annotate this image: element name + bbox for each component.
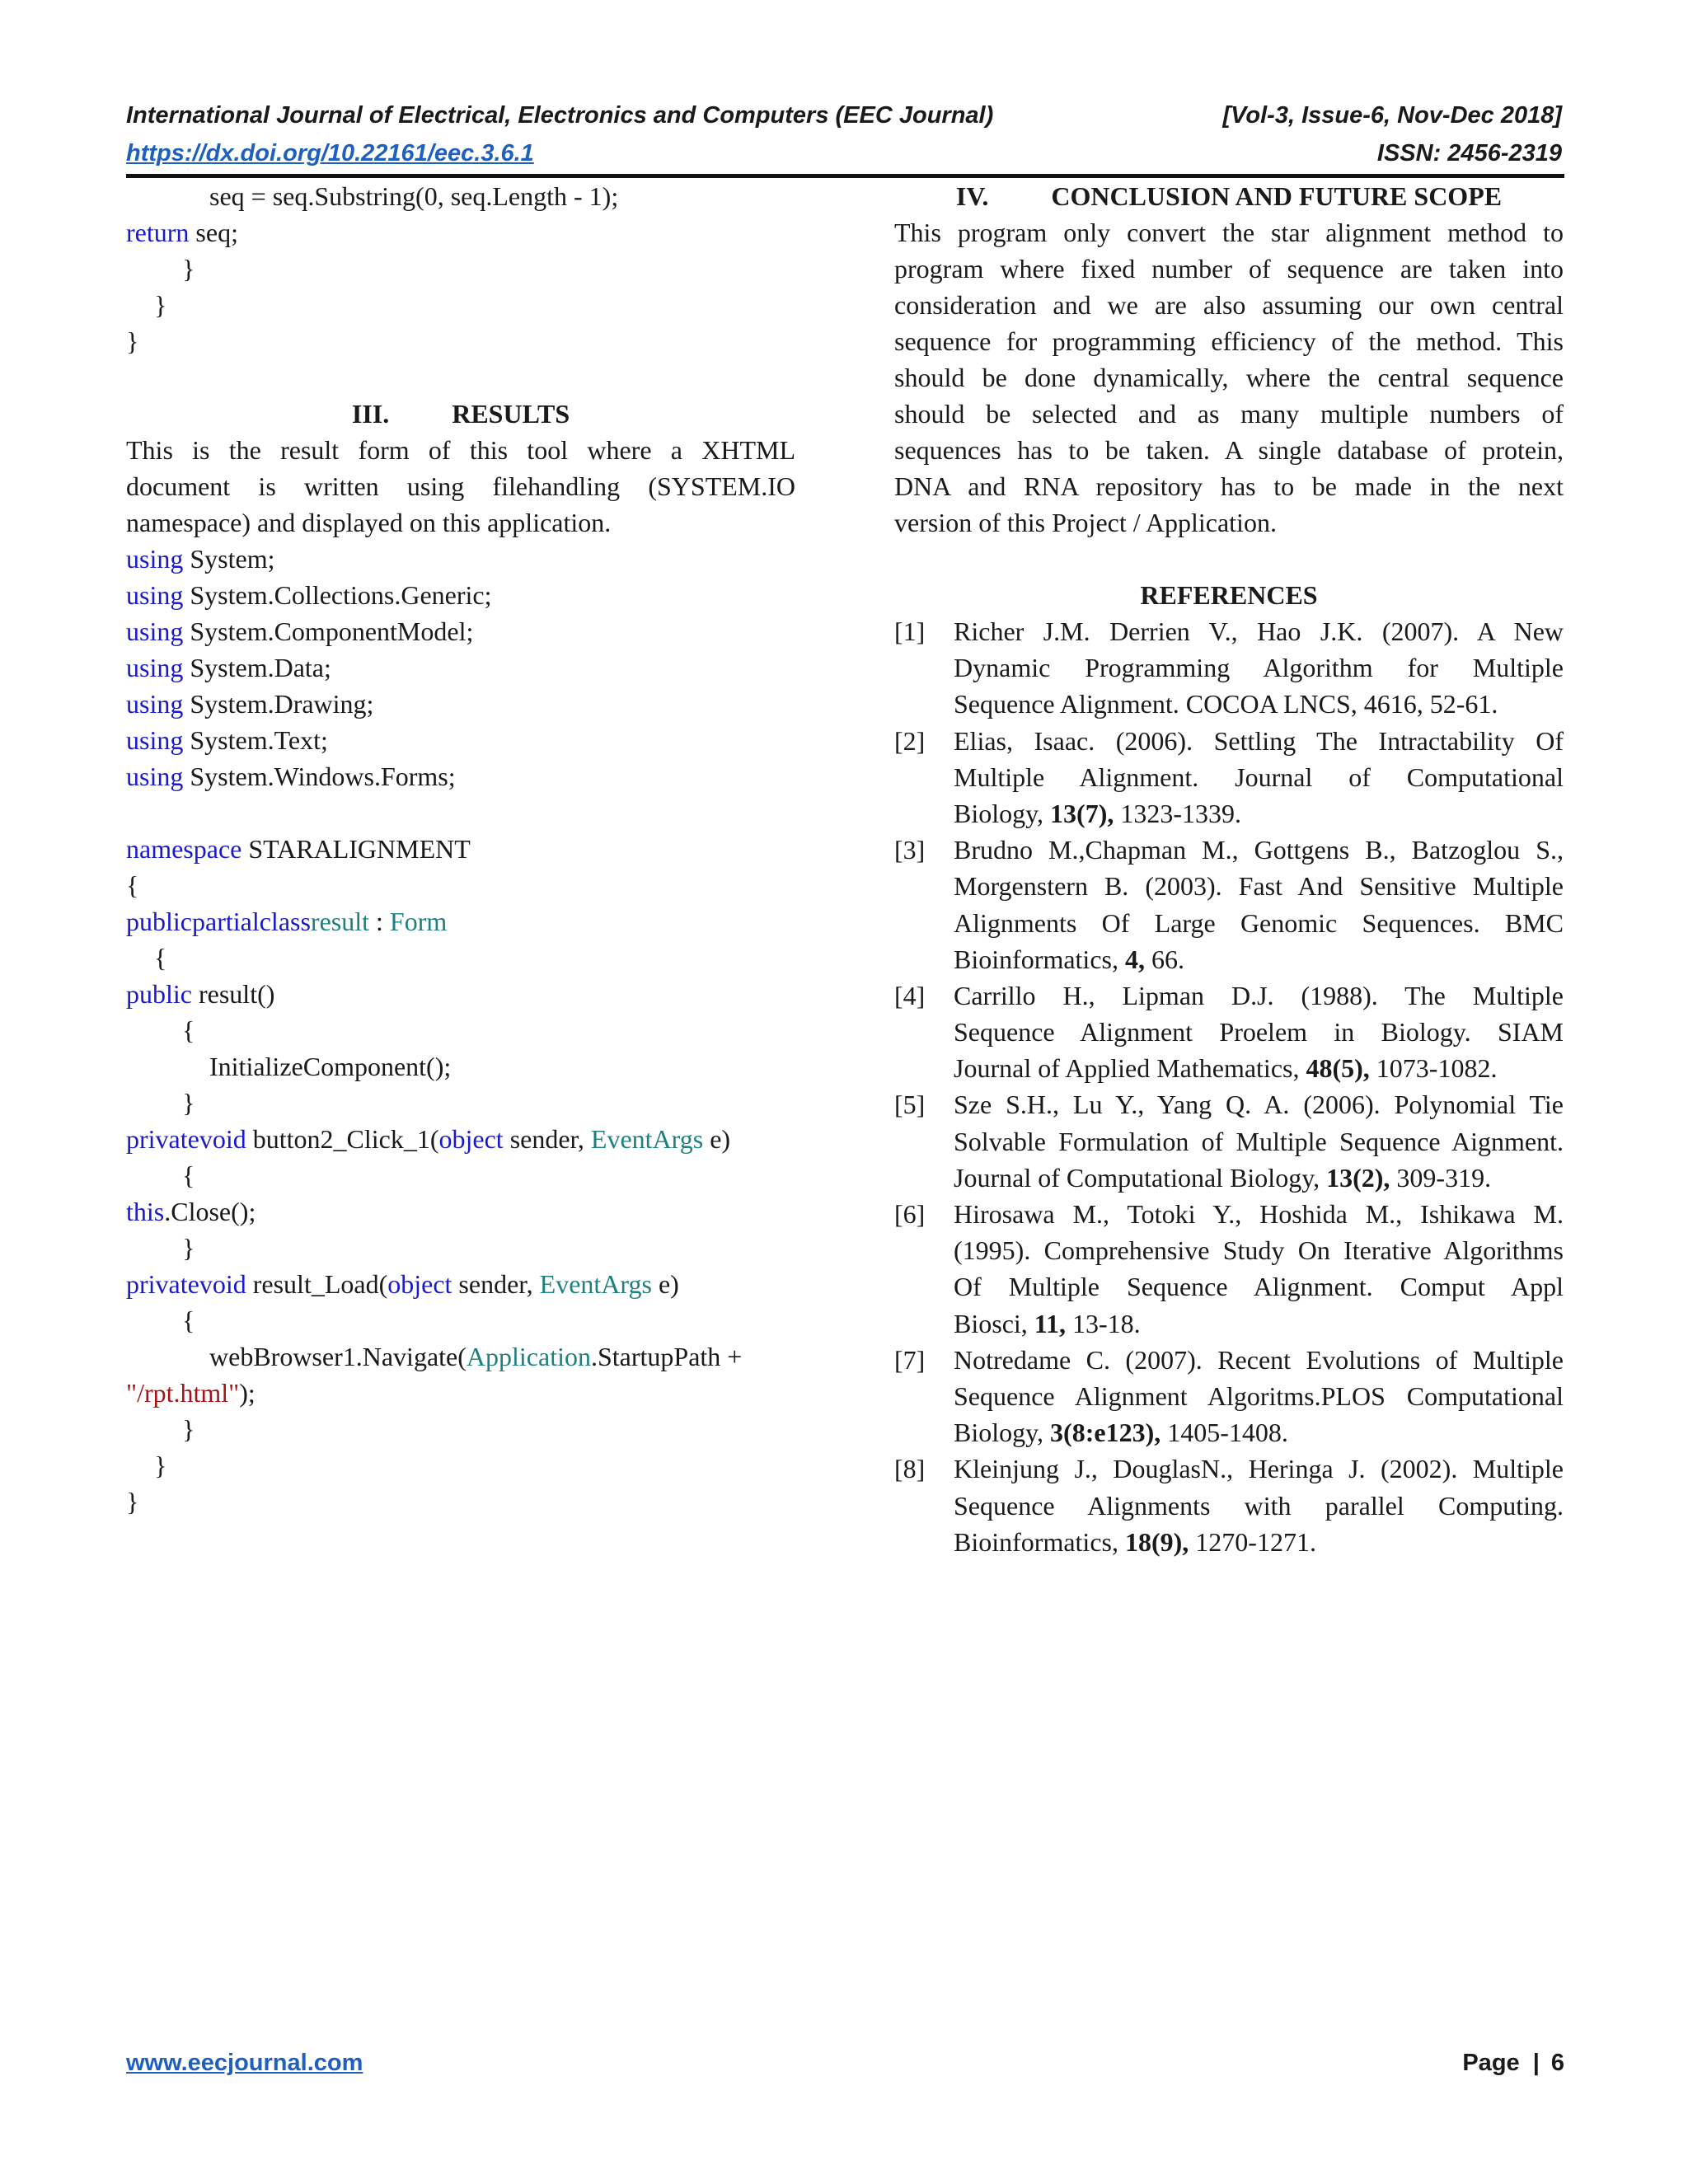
reference-number: [2] (894, 725, 926, 756)
references-heading: REFERENCES (1140, 580, 1318, 610)
keyword: object (438, 1124, 504, 1154)
using-line (126, 649, 795, 686)
code-line (126, 214, 795, 251)
reference-line: Dynamic Programming Algorithm for Multiple (954, 653, 1564, 683)
reference-line: Sequence Alignment Proelem in Biology. SIAM (954, 1017, 1564, 1047)
reference-line: Kleinjung J., DouglasN., Heringa J. (2002). Multiple (954, 1454, 1564, 1484)
code-line: } (154, 290, 167, 320)
reference-pages: 66. (1144, 944, 1184, 974)
reference-pages: 309-319. (1390, 1162, 1492, 1193)
reference-pages: 1323-1339. (1114, 798, 1242, 828)
section-title: CONCLUSION AND FUTURE SCOPE (1051, 181, 1503, 211)
reference-item (894, 1342, 1564, 1451)
page-separator: | (1532, 2050, 1540, 2076)
reference-line: Of Multiple Sequence Alignment. Comput Appl (954, 1272, 1564, 1302)
code-line: } (182, 1088, 195, 1118)
reference-volume: 11, (1034, 1308, 1067, 1338)
code-line (126, 1121, 795, 1157)
footer-site-link[interactable]: www.eecjournal.com (126, 2050, 363, 2076)
doi-link[interactable]: https://dx.doi.org/10.22161/eec.3.6.1 (126, 140, 534, 166)
keyword: using (126, 616, 184, 646)
reference-line: Richer J.M. Derrien V., Hao J.K. (2007). A New (954, 616, 1564, 646)
code-text: .StartupPath + (590, 1342, 743, 1371)
code-line: } (182, 1233, 195, 1263)
paragraph-line: This program only convert the star alignment method to (894, 218, 1564, 247)
code-line: seq = seq.Substring(0, seq.Length - 1); (209, 181, 619, 211)
code-text: webBrowser1.Navigate( (209, 1342, 467, 1371)
code-text: ); (239, 1378, 256, 1408)
reference-volume: 18(9), (1124, 1526, 1189, 1557)
reference-volume: 13(7), (1050, 798, 1114, 828)
paragraph-line: document is written using filehandling (SYSTEM.IO (126, 471, 795, 501)
page-number (1462, 2050, 1564, 2077)
reference-line: Hirosawa M., Totoki Y., Hoshida M., Ishikawa M. (954, 1199, 1564, 1229)
keyword: using (126, 653, 184, 682)
type-name: EventArgs (590, 1124, 704, 1154)
code-text: e) (651, 1269, 679, 1299)
reference-line: Notredame C. (2007). Recent Evolutions of Multiple (954, 1344, 1564, 1375)
code-line: { (154, 943, 167, 972)
reference-number: [1] (894, 616, 926, 646)
code-text: e) (703, 1124, 731, 1154)
reference-number: [4] (894, 980, 926, 1010)
reference-line (954, 941, 1564, 977)
keyword: privatevoid (126, 1269, 246, 1299)
code-text: System; (190, 544, 275, 574)
reference-line (954, 1524, 1564, 1560)
paragraph-line: DNA and RNA repository has to be made in the next (894, 471, 1564, 501)
code-text: result_Load( (246, 1269, 388, 1299)
string-literal: "/rpt.html" (126, 1378, 240, 1408)
section-heading-conclusion (894, 178, 1564, 214)
using-line (126, 613, 795, 649)
reference-number: [3] (894, 835, 926, 865)
keyword: using (126, 725, 184, 755)
code-line: InitializeComponent(); (209, 1052, 452, 1081)
paragraph-line: sequences has to be taken. A single database of protein, (894, 435, 1564, 465)
reference-pages: 1405-1408. (1160, 1418, 1288, 1448)
using-line (126, 722, 795, 758)
keyword: using (126, 580, 184, 610)
reference-line (954, 1050, 1564, 1086)
code-text: System.Drawing; (190, 689, 374, 719)
code-line: { (182, 1015, 195, 1045)
reference-line (954, 795, 1564, 832)
code-text: result() (191, 979, 275, 1009)
keyword: using (126, 689, 184, 719)
code-line (126, 1338, 795, 1375)
keyword: privatevoid (126, 1124, 246, 1154)
reference-line: Alignments Of Large Genomic Sequences. BMC (954, 907, 1564, 938)
issue-info: [Vol-3, Issue-6, Nov-Dec 2018] (1222, 102, 1562, 129)
paragraph-line: namespace) and displayed on this application. (126, 508, 612, 537)
page-label: Page (1462, 2050, 1520, 2076)
type-name: EventArgs (539, 1269, 652, 1299)
reference-volume: 3(8:e123), (1050, 1418, 1161, 1448)
reference-line: Morgenstern B. (2003). Fast And Sensitive Multiple (954, 871, 1564, 902)
keyword: this (126, 1197, 165, 1226)
reference-item (894, 1451, 1564, 1560)
code-text: System.Collections.Generic; (190, 580, 492, 610)
reference-item (894, 832, 1564, 977)
code-line: } (182, 1414, 195, 1444)
section-heading-results (126, 396, 795, 432)
reference-text: Biology, (954, 798, 1051, 828)
paragraph-line: sequence for programming efficiency of the method. This (894, 326, 1564, 356)
issn: ISSN: 2456-2319 (1376, 140, 1562, 166)
keyword: return (126, 218, 190, 247)
paragraph-line: This is the result form of this tool where a XHTML (126, 435, 795, 465)
code-line: { (182, 1305, 195, 1335)
reference-line: Sze S.H., Lu Y., Yang Q. A. (2006). Polynomial Tie (954, 1090, 1564, 1120)
reference-text: Bioinformatics, (954, 1526, 1125, 1557)
using-line (126, 541, 795, 577)
reference-line: Sequence Alignments with parallel Computing. (954, 1490, 1564, 1521)
reference-text: Biosci, (954, 1308, 1034, 1338)
code-text: seq; (189, 218, 238, 247)
reference-line: Multiple Alignment. Journal of Computational (954, 762, 1564, 792)
reference-line: Sequence Alignment Algoritms.PLOS Computational (954, 1380, 1564, 1411)
reference-line (954, 1160, 1564, 1196)
reference-item (894, 977, 1564, 1087)
code-line (126, 1375, 795, 1411)
code-line (126, 903, 795, 940)
page-number-value: 6 (1550, 2050, 1564, 2076)
reference-number: [7] (894, 1344, 926, 1375)
paragraph-line: version of this Project / Application. (894, 508, 1277, 537)
code-text: : (369, 907, 390, 936)
code-line: { (182, 1160, 195, 1190)
reference-line (954, 1305, 1564, 1342)
section-number: IV. (955, 181, 989, 211)
code-line: { (126, 870, 139, 900)
reference-item (894, 723, 1564, 832)
reference-line: (1995). Comprehensive Study On Iterative Algorithms (954, 1235, 1564, 1266)
using-line (126, 686, 795, 722)
keyword: object (387, 1269, 452, 1299)
section-number: III. (351, 399, 390, 429)
reference-pages: 1073-1082. (1369, 1053, 1498, 1084)
reference-line (954, 1414, 1564, 1451)
reference-text: Biology, (954, 1418, 1051, 1448)
reference-volume: 48(5), (1306, 1053, 1370, 1084)
right-column (894, 178, 1564, 1560)
code-line: } (126, 326, 139, 356)
code-text: System.Text; (190, 725, 328, 755)
reference-pages: 1270-1271. (1189, 1526, 1316, 1557)
using-line (126, 577, 795, 613)
type-name: result (310, 907, 370, 936)
paragraph-line: consideration and we are also assuming our own central (894, 290, 1564, 320)
reference-number: [6] (894, 1199, 926, 1229)
code-text: STARALIGNMENT (241, 834, 471, 864)
reference-text: Bioinformatics, (954, 944, 1125, 974)
code-text: sender, (452, 1269, 540, 1299)
reference-item (894, 1086, 1564, 1196)
reference-line: Sequence Alignment. COCOA LNCS, 4616, 52-61. (954, 689, 1498, 719)
keyword: using (126, 544, 184, 574)
code-line (126, 831, 795, 867)
reference-line: Elias, Isaac. (2006). Settling The Intractability Of (954, 725, 1564, 756)
keyword: namespace (126, 834, 242, 864)
reference-item (894, 1196, 1564, 1342)
using-line (126, 758, 795, 794)
reference-item (894, 613, 1564, 723)
type-name: Form (389, 907, 448, 936)
paragraph-line: program where fixed number of sequence are taken into (894, 254, 1564, 284)
keyword: using (126, 762, 184, 791)
code-line (126, 1266, 795, 1302)
reference-number: [8] (894, 1454, 926, 1484)
reference-line: Carrillo H., Lipman D.J. (1988). The Multiple (954, 980, 1564, 1010)
left-column (126, 178, 795, 1520)
reference-volume: 13(2), (1326, 1162, 1390, 1193)
keyword: public (126, 979, 192, 1009)
paragraph-line: should be selected and as many multiple numbers of (894, 399, 1564, 429)
code-line (126, 1193, 795, 1230)
code-text: System.ComponentModel; (190, 616, 474, 646)
reference-line: Brudno M.,Chapman M., Gottgens B., Batzoglou S., (954, 835, 1564, 865)
reference-number: [5] (894, 1090, 926, 1120)
code-line (126, 976, 795, 1012)
code-text: System.Data; (190, 653, 331, 682)
section-title: RESULTS (452, 399, 570, 429)
reference-volume: 4, (1124, 944, 1145, 974)
reference-text: Journal of Applied Mathematics, (954, 1053, 1306, 1084)
type-name: Application (466, 1342, 591, 1371)
journal-title: International Journal of Electrical, Electronics and Computers (EEC Journal) (126, 102, 994, 129)
code-text: sender, (503, 1124, 591, 1154)
code-text: button2_Click_1( (246, 1124, 439, 1154)
code-line: } (126, 1487, 139, 1516)
code-line: } (182, 254, 195, 284)
code-text: .Close(); (164, 1197, 256, 1226)
reference-pages: 13-18. (1066, 1308, 1141, 1338)
keyword: publicpartialclass (126, 907, 311, 936)
reference-text: Journal of Computational Biology, (954, 1162, 1327, 1193)
paragraph-line: should be done dynamically, where the central sequence (894, 363, 1564, 392)
code-line: } (154, 1451, 167, 1480)
code-text: System.Windows.Forms; (190, 762, 456, 791)
reference-line: Solvable Formulation of Multiple Sequence Aignment. (954, 1126, 1564, 1156)
